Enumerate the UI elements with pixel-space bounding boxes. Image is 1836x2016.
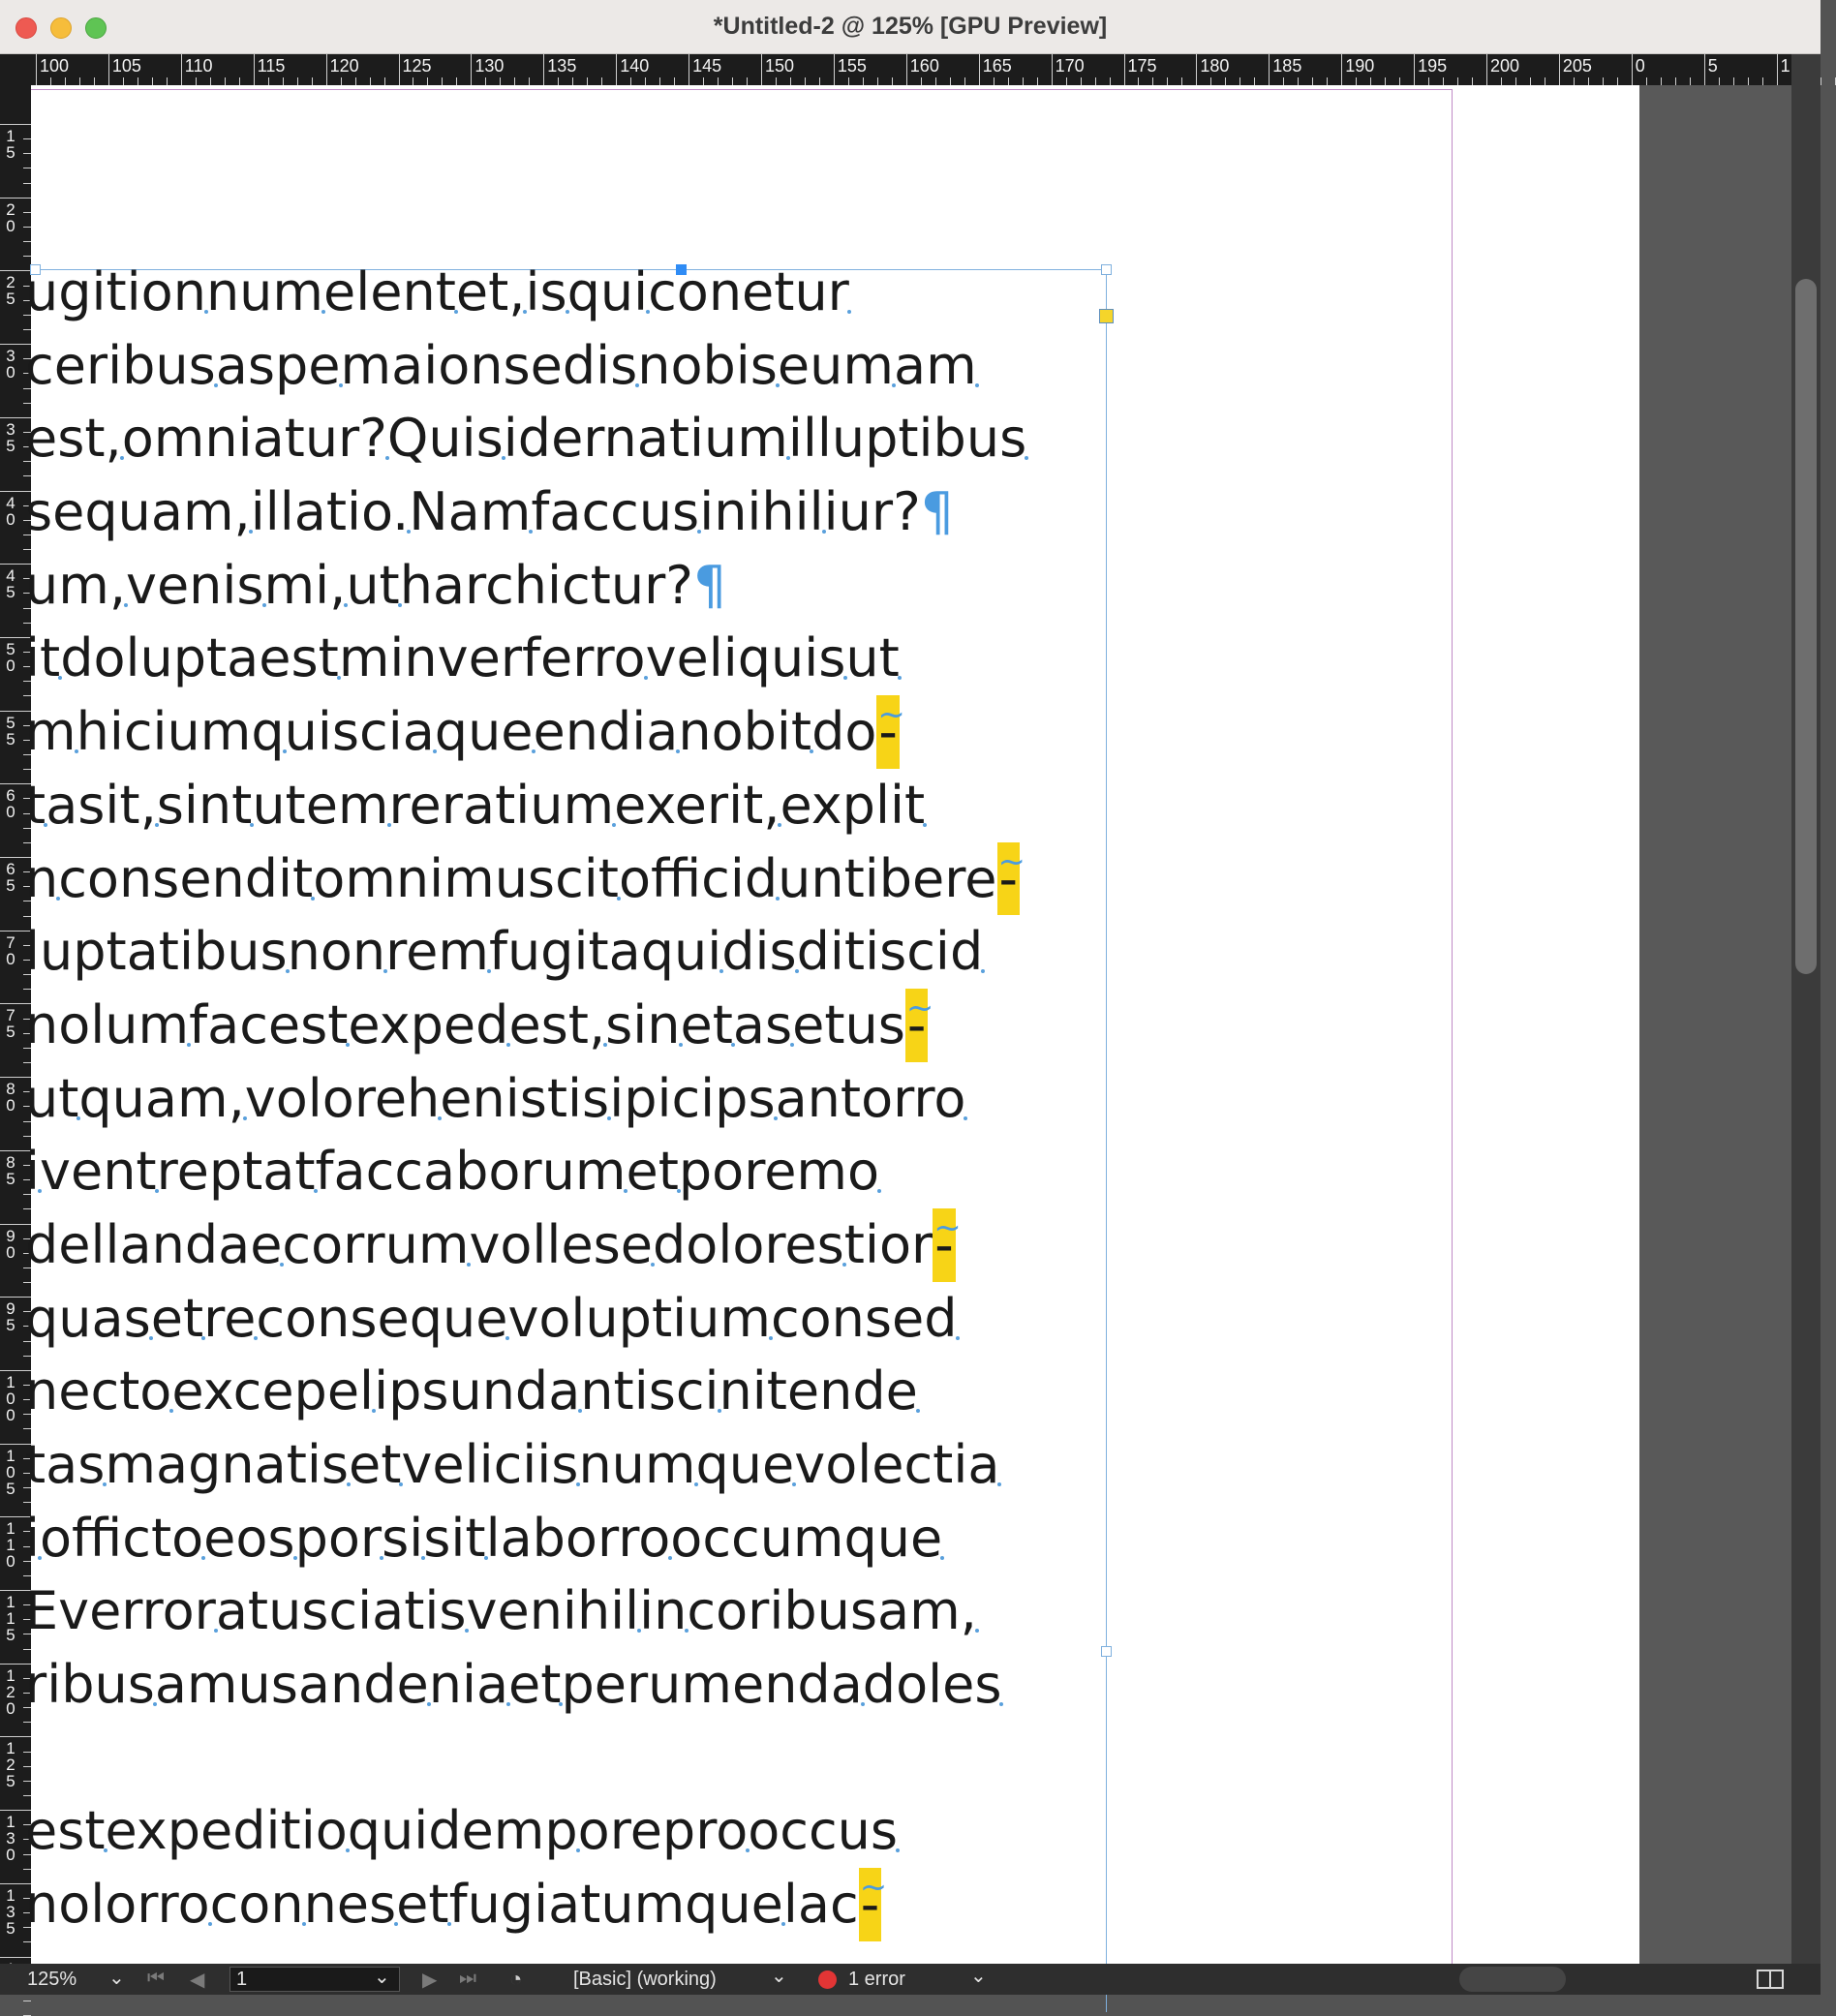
ruler-minor-tick — [1210, 77, 1211, 85]
ruler-major-tick — [0, 198, 31, 199]
paragraph-mark-icon: ¶ — [920, 481, 955, 543]
ruler-minor-tick — [1574, 77, 1575, 85]
ruler-label: 125 — [402, 56, 432, 76]
ruler-minor-tick — [587, 77, 588, 85]
ruler-minor-tick — [732, 77, 733, 85]
ruler-label: 140 — [620, 56, 650, 76]
ruler-minor-tick — [456, 77, 457, 85]
horizontal-scroll-thumb[interactable] — [1459, 1967, 1566, 1992]
ruler-label: 115 — [257, 56, 286, 76]
ruler-label: 195 — [1418, 56, 1448, 76]
ruler-label: 6 0 — [6, 786, 15, 822]
document-canvas[interactable] — [25, 85, 1791, 1964]
ruler-major-tick — [471, 54, 472, 85]
ruler-minor-tick — [65, 77, 66, 85]
text-line: nolorroconnesetfugiatumquelac~ - — [25, 1868, 1148, 1941]
ruler-minor-tick — [79, 77, 80, 85]
text-line: dellandaecorrumvollesedolorestior~ - — [25, 1208, 1148, 1282]
text-line: tasit,sintutemreratiumexerit,explit — [25, 774, 926, 836]
ruler-minor-tick — [225, 77, 226, 85]
ruler-label: 150 — [765, 56, 795, 76]
ruler-label: 135 — [547, 56, 577, 76]
paragraph-mark-icon: ¶ — [692, 554, 727, 616]
ruler-minor-tick — [1661, 77, 1662, 85]
window-titlebar — [0, 0, 1821, 54]
ruler-major-tick — [1196, 54, 1197, 85]
ruler-minor-tick — [1312, 77, 1313, 85]
ruler-label: 5 5 — [6, 713, 15, 748]
ruler-minor-tick — [1675, 77, 1676, 85]
ruler-minor-tick — [1225, 77, 1226, 85]
split-view-icon[interactable] — [1757, 1970, 1784, 1989]
ruler-major-tick — [1341, 54, 1342, 85]
ruler-major-tick — [906, 54, 907, 85]
ruler-label: 8 0 — [6, 1080, 15, 1115]
ruler-minor-tick — [23, 153, 31, 154]
zoom-level-field[interactable] — [17, 1967, 125, 1992]
ruler-minor-tick — [1733, 77, 1734, 85]
ruler-minor-tick — [1327, 77, 1328, 85]
ruler-minor-tick — [1719, 77, 1720, 85]
ruler-label: 2 0 — [6, 199, 15, 235]
ruler-minor-tick — [1008, 77, 1009, 85]
ruler-minor-tick — [1530, 77, 1531, 85]
chevron-down-icon[interactable]: ⌄ — [374, 1967, 390, 1988]
ruler-label: 6 5 — [6, 860, 15, 895]
ruler-major-tick — [36, 54, 37, 85]
ruler-label: 4 0 — [6, 493, 15, 529]
hyphenation-highlight: ~ - — [933, 1208, 956, 1282]
ruler-minor-tick — [935, 77, 936, 85]
ruler-minor-tick — [23, 212, 31, 213]
text-line: sequam,illatio.Namfaccusinihiliur?¶ — [25, 481, 955, 543]
text-line — [25, 1722, 1148, 1795]
ruler-minor-tick — [210, 77, 211, 85]
ruler-label: 1 0 0 — [6, 1372, 15, 1424]
ruler-major-tick — [0, 1957, 31, 1958]
ruler-label: 185 — [1272, 56, 1302, 76]
first-page-icon[interactable]: ⏮ — [147, 1968, 165, 1989]
ruler-minor-tick — [1239, 77, 1240, 85]
ruler-label: 100 — [40, 56, 70, 76]
hyphenation-highlight: ~ - — [905, 989, 929, 1062]
text-line: ioffictoeosporsisitlaborrooccumque — [25, 1507, 943, 1569]
ruler-minor-tick — [1066, 77, 1067, 85]
ruler-label: 205 — [1562, 56, 1592, 76]
ruler-label: 7 0 — [6, 932, 15, 968]
next-page-icon[interactable]: ▶ — [422, 1970, 438, 1991]
ruler-minor-tick — [239, 77, 240, 85]
ruler-minor-tick — [572, 77, 573, 85]
ruler-major-tick — [326, 54, 327, 85]
ruler-minor-tick — [1457, 77, 1458, 85]
ruler-minor-tick — [863, 77, 864, 85]
hyphenation-highlight: ~ - — [876, 695, 900, 769]
ruler-minor-tick — [892, 77, 893, 85]
last-page-icon[interactable]: ⏭ — [459, 1968, 476, 1989]
status-bar — [0, 1964, 1821, 1995]
ruler-minor-tick — [1835, 77, 1836, 85]
ruler-minor-tick — [1023, 77, 1024, 85]
ruler-major-tick — [834, 54, 835, 85]
vertical-scroll-thumb[interactable] — [1795, 279, 1817, 974]
ruler-major-tick — [1124, 54, 1125, 85]
error-status-icon[interactable] — [818, 1970, 837, 1989]
ruler-minor-tick — [355, 77, 356, 85]
preflight-profile[interactable]: [Basic] (working) — [573, 1969, 717, 1990]
ruler-origin[interactable] — [0, 54, 31, 85]
ruler-minor-tick — [341, 77, 342, 85]
text-line: itdoluptaestminverferroveliquisut — [25, 627, 900, 689]
ruler-minor-tick — [848, 77, 849, 85]
ruler-label: 160 — [909, 56, 939, 76]
text-line: utquam,volorehenistisipicipsantorro — [25, 1067, 966, 1129]
window-title: *Untitled-2 @ 125% [GPU Preview] — [713, 13, 1108, 40]
ruler-major-tick — [1704, 54, 1705, 85]
ruler-minor-tick — [601, 77, 602, 85]
page-number-value: 1 — [236, 1969, 248, 1990]
text-line: ribusamusandeniaetperumendadoles — [25, 1654, 1002, 1716]
ruler-minor-tick — [921, 77, 922, 85]
ruler-label: 4 5 — [6, 566, 15, 602]
text-line: iventreptatfaccaborumetporemo — [25, 1141, 880, 1203]
ruler-major-tick — [254, 54, 255, 85]
ruler-minor-tick — [1748, 77, 1749, 85]
ruler-minor-tick — [1472, 77, 1473, 85]
ruler-label: 1 3 5 — [6, 1885, 15, 1938]
text-line: quasetreconsequevoluptiumconsed — [25, 1287, 958, 1349]
ruler-label: 200 — [1490, 56, 1520, 76]
ruler-label: 3 0 — [6, 347, 15, 382]
page-number-field[interactable] — [230, 1967, 400, 1992]
text-line: est,omniatur?Quisidernatiumilluptibus — [25, 408, 1027, 470]
ruler-minor-tick — [630, 77, 631, 85]
ruler-minor-tick — [805, 77, 806, 85]
ruler-minor-tick — [1298, 77, 1299, 85]
hyphenation-highlight: ~ - — [859, 1868, 882, 1941]
ruler-label: 1 1 0 — [6, 1519, 15, 1572]
ruler-minor-tick — [1399, 77, 1400, 85]
ruler-major-tick — [108, 54, 109, 85]
ruler-minor-tick — [718, 77, 719, 85]
ruler-minor-tick — [790, 77, 791, 85]
ruler-minor-tick — [297, 77, 298, 85]
ruler-minor-tick — [1617, 77, 1618, 85]
ruler-minor-tick — [23, 1941, 31, 1942]
ruler-major-tick — [1414, 54, 1415, 85]
ruler-label: 190 — [1345, 56, 1375, 76]
ruler-major-tick — [1777, 54, 1778, 85]
ruler-minor-tick — [167, 77, 168, 85]
ruler-minor-tick — [283, 77, 284, 85]
text-line: ceribusaspemaionsedisnobiseumam — [25, 334, 977, 396]
ruler-label: 1 2 0 — [6, 1665, 15, 1718]
ruler-minor-tick — [659, 77, 660, 85]
ruler-label: 5 0 — [6, 639, 15, 675]
preflight-icon[interactable]: ◔ — [509, 1967, 523, 1991]
ruler-minor-tick — [1110, 77, 1111, 85]
ruler-minor-tick — [23, 227, 31, 228]
hyphenation-highlight: ~ - — [997, 842, 1021, 916]
ruler-minor-tick — [1515, 77, 1516, 85]
ruler-minor-tick — [1646, 77, 1647, 85]
ruler-label: 105 — [111, 56, 141, 76]
ruler-label: 175 — [1127, 56, 1157, 76]
ruler-label: 120 — [329, 56, 359, 76]
ruler-minor-tick — [1603, 77, 1604, 85]
ruler-minor-tick — [1095, 77, 1096, 85]
text-line: um,venismi,utharchictur?¶ — [25, 554, 727, 616]
ruler-minor-tick — [529, 77, 530, 85]
ruler-label: 0 — [1635, 56, 1645, 76]
ruler-minor-tick — [1443, 77, 1444, 85]
text-line: Everroratusciatisvenihilincoribusam, — [25, 1580, 977, 1642]
ruler-minor-tick — [1283, 77, 1284, 85]
zoom-level-value: 125% — [27, 1969, 77, 1990]
ruler-minor-tick — [674, 77, 675, 85]
ruler-major-tick — [616, 54, 617, 85]
text-line: nectoexcepelipsundantiscinitende — [25, 1360, 918, 1422]
ruler-minor-tick — [500, 77, 501, 85]
ruler-major-tick — [979, 54, 980, 85]
ruler-minor-tick — [152, 77, 153, 85]
story-text[interactable] — [25, 256, 1148, 1941]
ruler-minor-tick — [23, 138, 31, 139]
ruler-minor-tick — [776, 77, 777, 85]
horizontal-ruler[interactable] — [31, 54, 1791, 85]
ruler-minor-tick — [1385, 77, 1386, 85]
ruler-minor-tick — [964, 77, 965, 85]
ruler-minor-tick — [1356, 77, 1357, 85]
ruler-minor-tick — [514, 77, 515, 85]
ruler-label: 1 3 0 — [6, 1813, 15, 1865]
ruler-label: 170 — [1055, 56, 1085, 76]
preflight-error-count[interactable]: 1 error — [848, 1969, 905, 1990]
ruler-minor-tick — [1167, 77, 1168, 85]
ruler-minor-tick — [1181, 77, 1182, 85]
ruler-label: 165 — [982, 56, 1012, 76]
text-line: estexpeditioquidemporeprooccus — [25, 1800, 899, 1862]
ruler-minor-tick — [1152, 77, 1153, 85]
ruler-minor-tick — [370, 77, 371, 85]
ruler-minor-tick — [950, 77, 951, 85]
ruler-major-tick — [1632, 54, 1633, 85]
ruler-label: 110 — [184, 56, 213, 76]
ruler-label: 3 5 — [6, 419, 15, 455]
ruler-minor-tick — [558, 77, 559, 85]
text-line: nolumfacestexpedest,sinetasetus~ - — [25, 989, 1148, 1062]
ruler-minor-tick — [703, 77, 704, 85]
ruler-major-tick — [1269, 54, 1270, 85]
chevron-down-icon[interactable]: ⌄ — [771, 1966, 787, 1987]
previous-page-icon[interactable]: ◀ — [190, 1970, 205, 1991]
ruler-minor-tick — [1690, 77, 1691, 85]
ruler-minor-tick — [427, 77, 428, 85]
ruler-minor-tick — [1138, 77, 1139, 85]
ruler-minor-tick — [1762, 77, 1763, 85]
ruler-label: 1 2 5 — [6, 1739, 15, 1791]
ruler-major-tick — [761, 54, 762, 85]
text-line: ugitionnumelentet,isquiconetur — [25, 261, 849, 322]
ruler-minor-tick — [312, 77, 313, 85]
ruler-minor-tick — [268, 77, 269, 85]
ruler-minor-tick — [123, 77, 124, 85]
ruler-label: 1 0 5 — [6, 1446, 15, 1498]
ruler-minor-tick — [1037, 77, 1038, 85]
ruler-label: 1 5 — [6, 127, 15, 162]
ruler-minor-tick — [1254, 77, 1255, 85]
ruler-minor-tick — [442, 77, 443, 85]
ruler-label: 1 — [1780, 56, 1790, 76]
ruler-label: 155 — [837, 56, 867, 76]
chevron-down-icon[interactable]: ⌄ — [970, 1966, 987, 1987]
ruler-label: 9 0 — [6, 1226, 15, 1262]
ruler-minor-tick — [1588, 77, 1589, 85]
ruler-label: 8 5 — [6, 1152, 15, 1188]
ruler-minor-tick — [1501, 77, 1502, 85]
ruler-label: 180 — [1200, 56, 1230, 76]
ruler-minor-tick — [485, 77, 486, 85]
text-line: luptatibusnonremfugitaquidisditiscid — [25, 921, 984, 983]
ruler-major-tick — [1559, 54, 1560, 85]
ruler-major-tick — [399, 54, 400, 85]
ruler-minor-tick — [50, 77, 51, 85]
ruler-major-tick — [543, 54, 544, 85]
ruler-major-tick — [0, 124, 31, 125]
ruler-minor-tick — [384, 77, 385, 85]
ruler-minor-tick — [747, 77, 748, 85]
ruler-label: 130 — [474, 56, 505, 76]
document-page — [25, 85, 1639, 1964]
ruler-major-tick — [688, 54, 689, 85]
ruler-major-tick — [181, 54, 182, 85]
ruler-minor-tick — [94, 77, 95, 85]
ruler-major-tick — [1486, 54, 1487, 85]
text-line: mhiciumquisciaqueendianobitdo~ - — [25, 695, 1148, 769]
ruler-minor-tick — [23, 241, 31, 242]
ruler-minor-tick — [196, 77, 197, 85]
text-line: tasmagnatisetveliciisnumquevolectia — [25, 1434, 1000, 1495]
chevron-down-icon[interactable]: ⌄ — [108, 1968, 125, 1989]
ruler-label: 7 5 — [6, 1006, 15, 1042]
ruler-minor-tick — [877, 77, 878, 85]
ruler-minor-tick — [23, 183, 31, 184]
ruler-minor-tick — [1081, 77, 1082, 85]
text-line: nconsenditomnimuscitofficiduntibere~ - — [25, 842, 1148, 916]
ruler-minor-tick — [819, 77, 820, 85]
ruler-major-tick — [1052, 54, 1053, 85]
ruler-label: 5 — [1707, 56, 1718, 76]
ruler-minor-tick — [1428, 77, 1429, 85]
ruler-minor-tick — [645, 77, 646, 85]
ruler-label: 9 5 — [6, 1299, 15, 1335]
ruler-minor-tick — [1370, 77, 1371, 85]
ruler-label: 145 — [692, 56, 722, 76]
ruler-label: 2 5 — [6, 273, 15, 309]
ruler-label: 1 1 5 — [6, 1593, 15, 1644]
